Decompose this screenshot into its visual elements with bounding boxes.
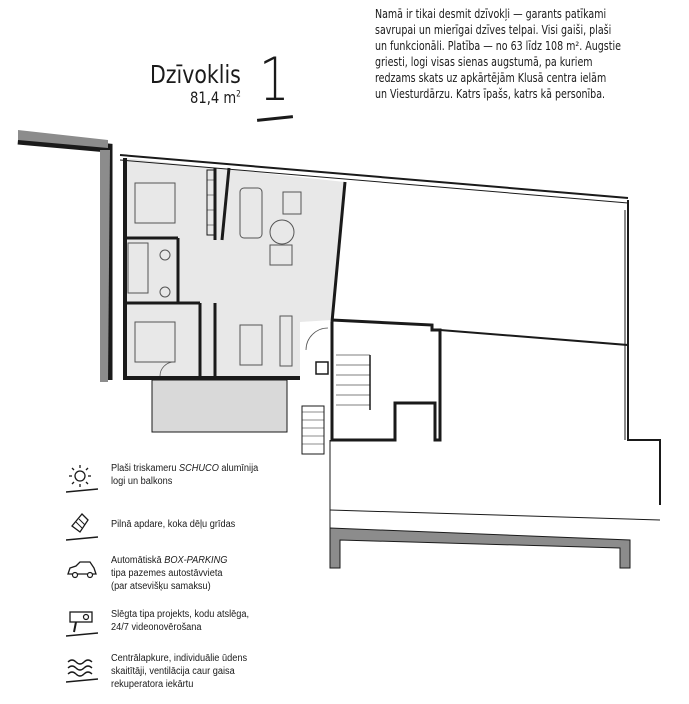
heating-waves-icon (66, 652, 98, 684)
outer-wall-left (18, 140, 108, 380)
security-camera-icon (66, 608, 98, 640)
apartment-title: Dzīvoklis (150, 60, 241, 89)
apartment-number-underline (257, 115, 293, 122)
apartment-highlight (125, 158, 345, 378)
flooring-brush-icon (66, 510, 98, 542)
apartment-area: 81,4 $m^2$ (190, 88, 241, 107)
car-icon (66, 554, 98, 586)
description-text: Namā ir tikai desmit dzīvokļi — garants patīkami savrupai un mierīgai dzīves telpai. Visi gaiši, plaši un funkcionāli. Platība — no 63 līdz 108 m². Augstie griesti, logi visas sienas augstumā, pa kuriem redzams skats uz apkārtējām Klusā centra ielām un Viesturdārzu. Katrs īpašs, katrs kā personība. (375, 7, 621, 101)
apartment-number: 1 (259, 45, 290, 115)
floor-plan (0, 130, 689, 580)
sun-window-icon (66, 462, 98, 494)
